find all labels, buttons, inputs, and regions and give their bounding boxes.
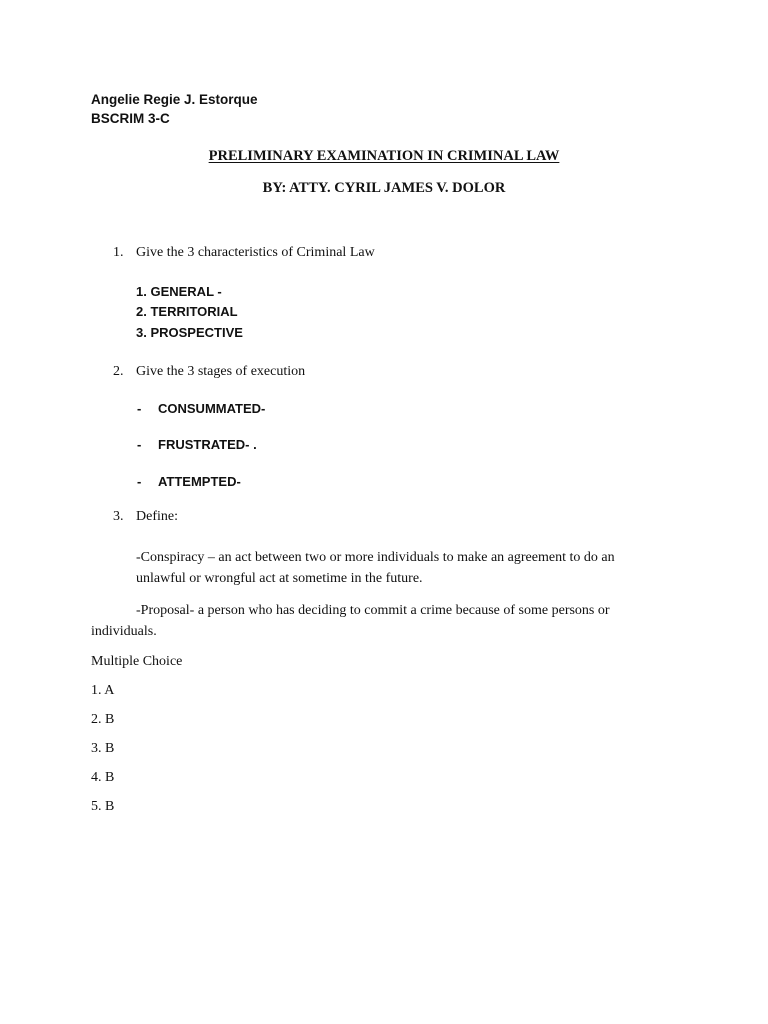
stage-bullet: - <box>137 437 142 452</box>
question-1-answer-2: 2. TERRITORIAL <box>136 304 238 319</box>
question-2-number: 2. <box>113 364 124 379</box>
multiple-choice-heading: Multiple Choice <box>91 654 183 669</box>
question-3-number: 3. <box>113 509 124 524</box>
question-1-number: 1. <box>113 245 124 260</box>
mc-answer-3: 3. B <box>91 741 115 756</box>
student-name: Angelie Regie J. Estorque <box>91 92 258 107</box>
question-2-text: Give the 3 stages of execution <box>136 364 306 379</box>
student-section: BSCRIM 3-C <box>91 111 170 126</box>
question-3-text: Define: <box>136 509 178 524</box>
question-1-answer-3: 3. PROSPECTIVE <box>136 325 243 340</box>
mc-answer-5: 5. B <box>91 799 115 814</box>
stage-bullet: - <box>137 401 142 416</box>
stage-attempted: ATTEMPTED- <box>158 474 241 489</box>
definition-conspiracy: -Conspiracy – an act between two or more individuals to make an agreement to do an unlawful or wrongful act at sometime in the future. <box>136 550 615 586</box>
stage-consummated: CONSUMMATED- <box>158 401 266 416</box>
exam-title-text: PRELIMINARY EXAMINATION IN CRIMINAL LAW <box>208 148 560 164</box>
mc-answer-2: 2. B <box>91 712 115 727</box>
stage-bullet: - <box>137 474 142 489</box>
question-1-answer-1: 1. GENERAL - <box>136 284 222 299</box>
mc-answer-1: 1. A <box>91 683 115 698</box>
exam-title <box>0 148 768 165</box>
question-1-text: Give the 3 characteristics of Criminal Law <box>136 245 375 260</box>
definition-proposal: -Proposal- a person who has deciding to commit a crime because of some persons or individuals. <box>91 603 610 639</box>
mc-answer-4: 4. B <box>91 770 115 785</box>
stage-frustrated: FRUSTRATED- . <box>158 437 257 452</box>
exam-byline: BY: ATTY. CYRIL JAMES V. DOLOR <box>262 180 506 196</box>
